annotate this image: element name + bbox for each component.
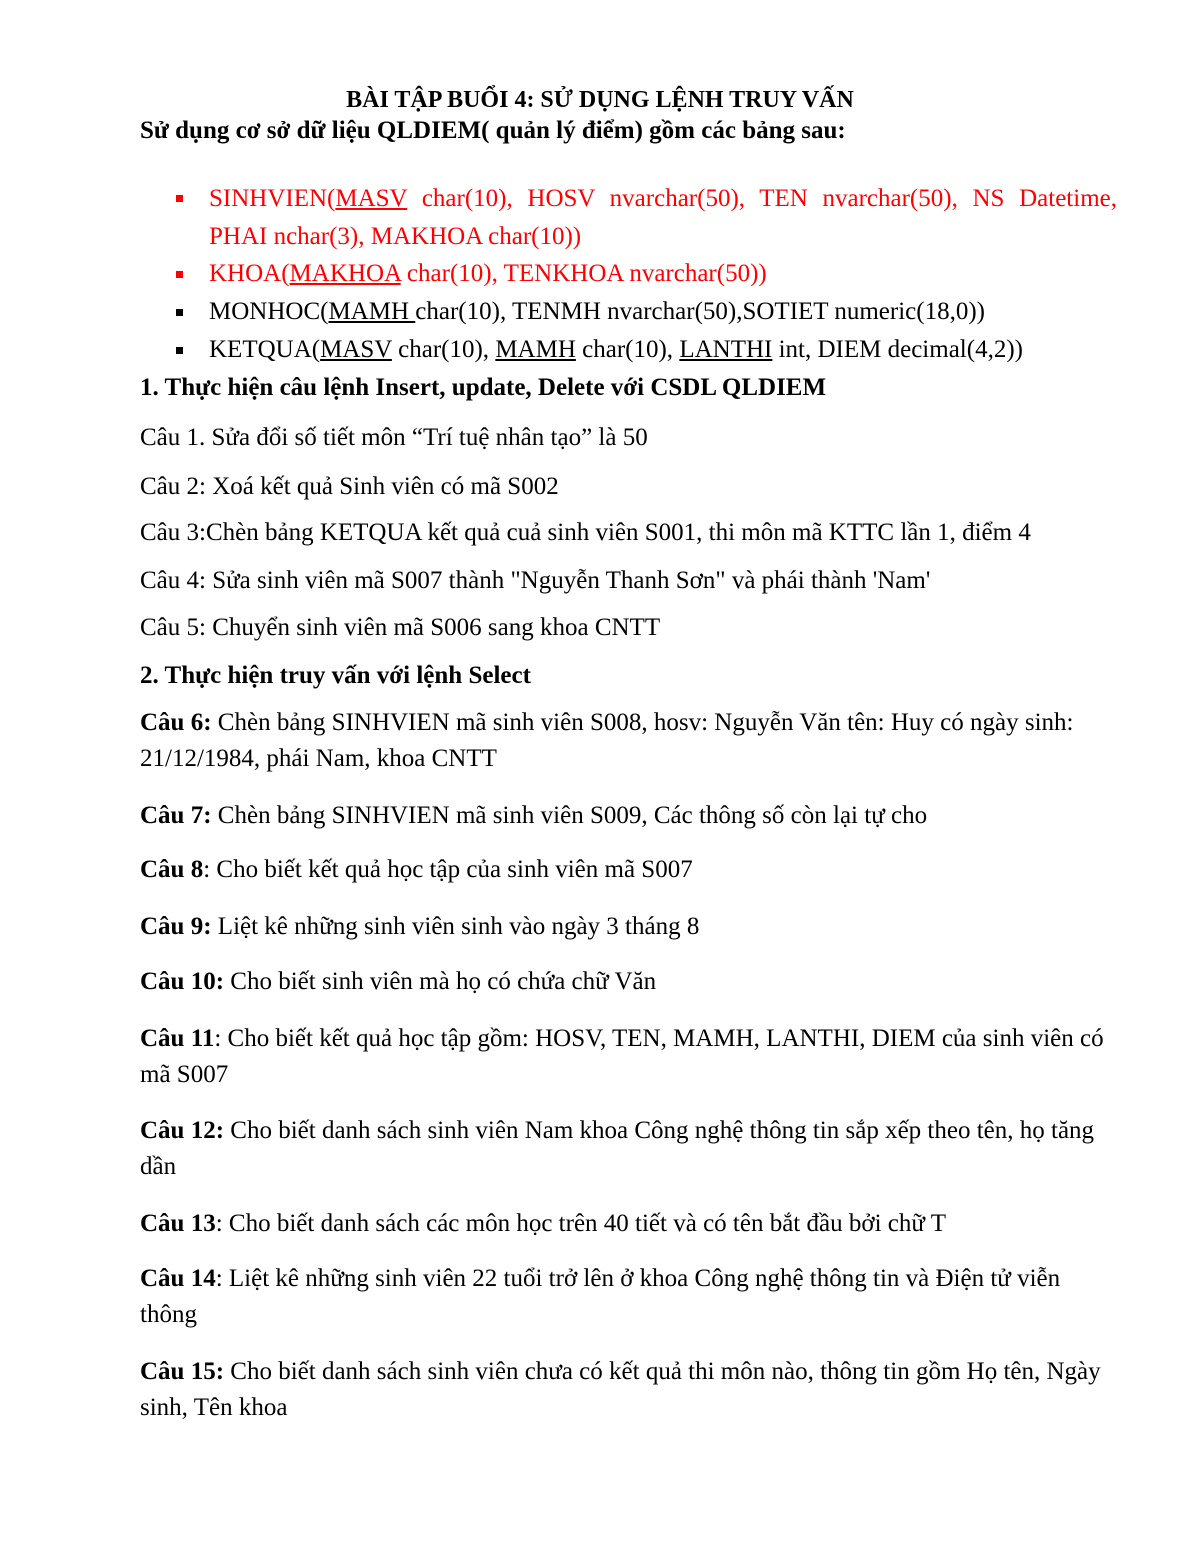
question-label: Câu 13	[140, 1210, 216, 1237]
primary-key: MAKHOA	[289, 260, 401, 287]
question-15	[140, 1354, 1117, 1426]
question-text: Cho biết danh sách sinh viên Nam khoa Công nghệ thông tin sắp xếp theo tên, họ tăng dần	[140, 1117, 1095, 1180]
table-name: KETQUA(	[209, 336, 321, 363]
table-name: MONHOC(	[209, 298, 329, 325]
question-text: : Cho biết kết quả học tập của sinh viên mã S007	[203, 856, 693, 883]
question-label: Câu 7:	[140, 802, 212, 829]
question-11	[140, 1021, 1117, 1093]
question-text: Liệt kê những sinh viên sinh vào ngày 3 tháng 8	[211, 913, 700, 940]
table-name: SINHVIEN(	[209, 185, 336, 212]
column-type: char(10),	[391, 336, 496, 363]
question-3: Câu 3:Chèn bảng KETQUA kết quả cuả sinh viên S001, thi môn mã KTTC lần 1, điểm 4	[140, 519, 1031, 546]
question-7	[140, 798, 1117, 834]
bullet-icon	[176, 271, 183, 278]
table-columns: char(10), TENMH nvarchar(50),SOTIET numeric(18,0))	[415, 298, 985, 325]
question-label: Câu 11	[140, 1025, 215, 1052]
question-5: Câu 5: Chuyển sinh viên mã S006 sang khoa CNTT	[140, 614, 661, 641]
table-monhoc	[209, 294, 1117, 330]
question-label: Câu 15:	[140, 1358, 225, 1385]
question-text: : Liệt kê những sinh viên 22 tuổi trở lên ở khoa Công nghệ thông tin và Điện tử viễn thông	[140, 1265, 1061, 1328]
question-text: Cho biết danh sách sinh viên chưa có kết quả thi môn nào, thông tin gồm Họ tên, Ngày sinh, Tên khoa	[140, 1358, 1101, 1421]
bullet-icon	[176, 309, 183, 316]
question-12	[140, 1113, 1117, 1185]
question-10	[140, 964, 1117, 1000]
question-label: Câu 9:	[140, 913, 212, 940]
table-khoa	[209, 256, 1117, 292]
primary-key: LANTHI	[679, 336, 773, 363]
question-text: Chèn bảng SINHVIEN mã sinh viên S008, hosv: Nguyễn Văn tên: Huy có ngày sinh: 21/12/1984, phái Nam, khoa CNTT	[140, 709, 1074, 772]
table-sinhvien	[209, 180, 1117, 256]
primary-key: MAMH	[328, 298, 416, 325]
table-ketqua	[209, 332, 1117, 368]
question-4: Câu 4: Sửa sinh viên mã S007 thành "Nguyễn Thanh Sơn" và phái thành 'Nam'	[140, 567, 931, 594]
question-text: : Cho biết danh sách các môn học trên 40 tiết và có tên bắt đầu bởi chữ T	[215, 1210, 946, 1237]
question-label: Câu 8	[140, 856, 204, 883]
question-1: Câu 1. Sửa đổi số tiết môn “Trí tuệ nhân tạo” là 50	[140, 424, 648, 451]
bullet-icon	[176, 195, 183, 202]
section-heading-1: 1. Thực hiện câu lệnh Insert, update, Delete với CSDL QLDIEM	[140, 374, 827, 401]
question-13	[140, 1206, 1117, 1242]
question-text: : Cho biết kết quả học tập gồm: HOSV, TEN, MAMH, LANTHI, DIEM của sinh viên có mã S007	[140, 1025, 1104, 1088]
question-text: Chèn bảng SINHVIEN mã sinh viên S009, Các thông số còn lại tự cho	[211, 802, 928, 829]
primary-key: MASV	[320, 336, 392, 363]
page-title: BÀI TẬP BUỔI 4: SỬ DỤNG LỆNH TRUY VẤN	[346, 87, 854, 113]
bullet-icon	[176, 347, 183, 354]
table-columns: int, DIEM decimal(4,2))	[772, 336, 1023, 363]
primary-key: MASV	[335, 185, 408, 212]
question-8	[140, 852, 1117, 888]
table-columns: char(10), TENKHOA nvarchar(50))	[400, 260, 767, 287]
question-label: Câu 6:	[140, 709, 212, 736]
question-2: Câu 2: Xoá kết quả Sinh viên có mã S002	[140, 473, 559, 500]
primary-key: MAMH	[495, 336, 576, 363]
question-14	[140, 1261, 1117, 1333]
question-6	[140, 705, 1117, 777]
question-text: Cho biết sinh viên mà họ có chứa chữ Văn	[224, 968, 657, 995]
question-label: Câu 10:	[140, 968, 225, 995]
intro-text: Sử dụng cơ sở dữ liệu QLDIEM( quản lý điểm) gồm các bảng sau:	[140, 117, 846, 144]
column-type: char(10),	[575, 336, 680, 363]
table-name: KHOA(	[209, 260, 290, 287]
section-heading-2: 2. Thực hiện truy vấn với lệnh Select	[140, 662, 531, 689]
question-label: Câu 14	[140, 1265, 216, 1292]
table-columns: char(10), HOSV nvarchar(50), TEN nvarchar(50), NS Datetime, PHAI nchar(3), MAKHOA char(10))	[209, 185, 1117, 250]
question-9	[140, 909, 1117, 945]
question-label: Câu 12:	[140, 1117, 225, 1144]
